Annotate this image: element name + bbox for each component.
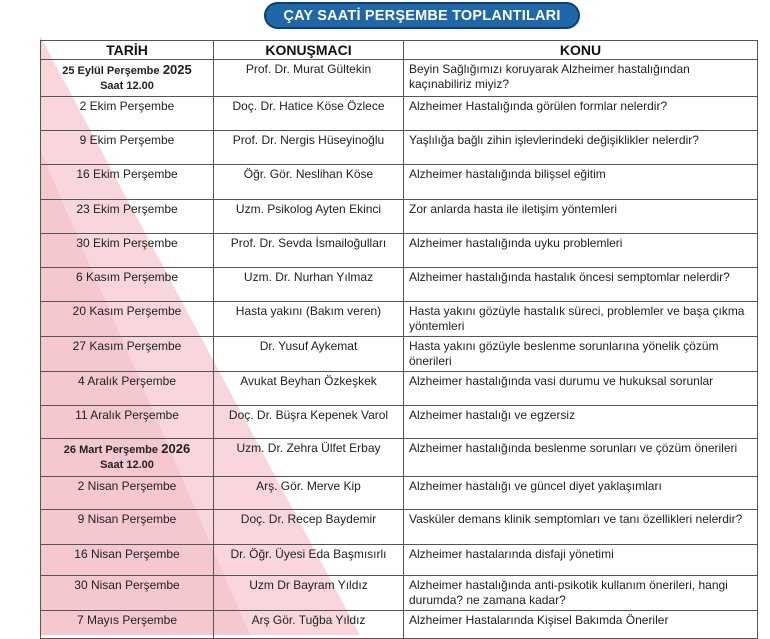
date-cell: 11 Aralık Perşembe (41, 406, 214, 439)
date-cell (41, 60, 214, 97)
speaker-cell: Uzm. Psikolog Ayten Ekinci (214, 200, 404, 234)
time-text: Saat 12.00 (100, 459, 154, 471)
topic-cell: Alzheimer hastalığı ve egzersiz (404, 406, 758, 439)
date-text: 26 Mart Perşembe (63, 444, 158, 456)
date-cell: 4 Aralık Perşembe (41, 372, 214, 406)
table-row (41, 60, 758, 97)
table-row (41, 439, 758, 477)
speaker-cell: Dr. Öğr. Üyesi Eda Başmısırlı (214, 545, 404, 576)
date-text: 25 Eylül Perşembe (62, 65, 160, 77)
date-cell: 30 Nisan Perşembe (41, 576, 214, 611)
table-row (41, 611, 758, 639)
speaker-cell: Doç. Dr. Büşra Kepenek Varol (214, 406, 404, 439)
topic-cell: Yaşlılığa bağlı zihin işlevlerindeki değişiklikler nelerdir? (404, 131, 758, 165)
date-cell: 30 Ekim Perşembe (41, 234, 214, 268)
table-row (41, 372, 758, 406)
date-cell: 7 Mayıs Perşembe (41, 611, 214, 639)
speaker-cell: Prof. Dr. Murat Gültekin (214, 60, 404, 97)
topic-cell: Beyin Sağlığımızı koruyarak Alzheimer hastalığından kaçınabiliriz miyiz? (404, 60, 758, 97)
speaker-cell: Dr. Yusuf Aykemat (214, 337, 404, 372)
speaker-cell: Doç. Dr. Recep Baydemir (214, 510, 404, 545)
schedule-table (40, 40, 758, 639)
table-row (41, 97, 758, 131)
topic-cell: Hasta yakını gözüyle hastalık süreci, problemler ve başa çıkma yöntemleri (404, 302, 758, 337)
date-cell: 2 Ekim Perşembe (41, 97, 214, 131)
speaker-cell: Uzm. Dr. Nurhan Yılmaz (214, 268, 404, 302)
topic-cell: Hasta yakını gözüyle beslenme sorunlarına yönelik çözüm önerileri (404, 337, 758, 372)
date-cell: 6 Kasım Perşembe (41, 268, 214, 302)
speaker-cell: Hasta yakını (Bakım veren) (214, 302, 404, 337)
speaker-cell: Arş. Gör. Merve Kip (214, 477, 404, 510)
topic-cell: Alzheimer hastalığında hastalık öncesi semptomlar nelerdir? (404, 268, 758, 302)
table-header-row (41, 41, 758, 60)
table-row (41, 406, 758, 439)
year-text: 2026 (161, 441, 191, 456)
table-row (41, 477, 758, 510)
date-cell (41, 439, 214, 477)
date-cell: 23 Ekim Perşembe (41, 200, 214, 234)
speaker-cell: Arş Gör. Tuğba Yıldız (214, 611, 404, 639)
table-row (41, 234, 758, 268)
year-text: 2025 (162, 62, 192, 77)
table-row (41, 200, 758, 234)
speaker-cell: Öğr. Gör. Neslihan Köse (214, 165, 404, 200)
topic-cell: Zor anlarda hasta ile iletişim yöntemleri (404, 200, 758, 234)
date-cell: 27 Kasım Perşembe (41, 337, 214, 372)
topic-cell: Alzheimer hastalığı ve güncel diyet yaklaşımları (404, 477, 758, 510)
date-cell: 20 Kasım Perşembe (41, 302, 214, 337)
date-cell: 2 Nisan Perşembe (41, 477, 214, 510)
speaker-cell: Prof. Dr. Nergis Hüseyinoğlu (214, 131, 404, 165)
header-topic: KONU (404, 41, 758, 60)
date-cell: 9 Ekim Perşembe (41, 131, 214, 165)
date-cell: 16 Nisan Perşembe (41, 545, 214, 576)
table-row (41, 337, 758, 372)
speaker-cell: Uzm Dr Bayram Yıldız (214, 576, 404, 611)
speaker-cell: Prof. Dr. Sevda İsmailoğulları (214, 234, 404, 268)
topic-cell: Alzheimer hastalığında bilişsel eğitim (404, 165, 758, 200)
table-row (41, 131, 758, 165)
page-title: ÇAY SAATİ PERŞEMBE TOPLANTILARI (264, 2, 580, 29)
table-row (41, 510, 758, 545)
speaker-cell: Avukat Beyhan Özkeşkek (214, 372, 404, 406)
topic-cell: Alzheimer Hastalığında görülen formlar nelerdir? (404, 97, 758, 131)
date-cell: 16 Ekim Perşembe (41, 165, 214, 200)
header-date: TARİH (41, 41, 214, 60)
table-row (41, 268, 758, 302)
table-row (41, 165, 758, 200)
topic-cell: Alzheimer hastalığında vasi durumu ve hukuksal sorunlar (404, 372, 758, 406)
topic-cell: Alzheimer hastalığında anti-psikotik kullanım önerileri, hangi durumda? ne zamana kadar? (404, 576, 758, 611)
date-cell: 9 Nisan Perşembe (41, 510, 214, 545)
topic-cell: Alzheimer hastalığında uyku problemleri (404, 234, 758, 268)
table-row (41, 545, 758, 576)
table-row (41, 302, 758, 337)
speaker-cell: Doç. Dr. Hatice Köse Özlece (214, 97, 404, 131)
topic-cell: Alzheimer hastalığında beslenme sorunları ve çözüm önerileri (404, 439, 758, 477)
table-row (41, 576, 758, 611)
topic-cell: Alzheimer Hastalarında Kişisel Bakımda Öneriler (404, 611, 758, 639)
speaker-cell: Uzm. Dr. Zehra Ülfet Erbay (214, 439, 404, 477)
header-speaker: KONUŞMACI (214, 41, 404, 60)
time-text: Saat 12.00 (100, 80, 154, 92)
topic-cell: Alzheimer hastalarında disfaji yönetimi (404, 545, 758, 576)
topic-cell: Vasküler demans klinik semptomları ve tanı özellikleri nelerdir? (404, 510, 758, 545)
